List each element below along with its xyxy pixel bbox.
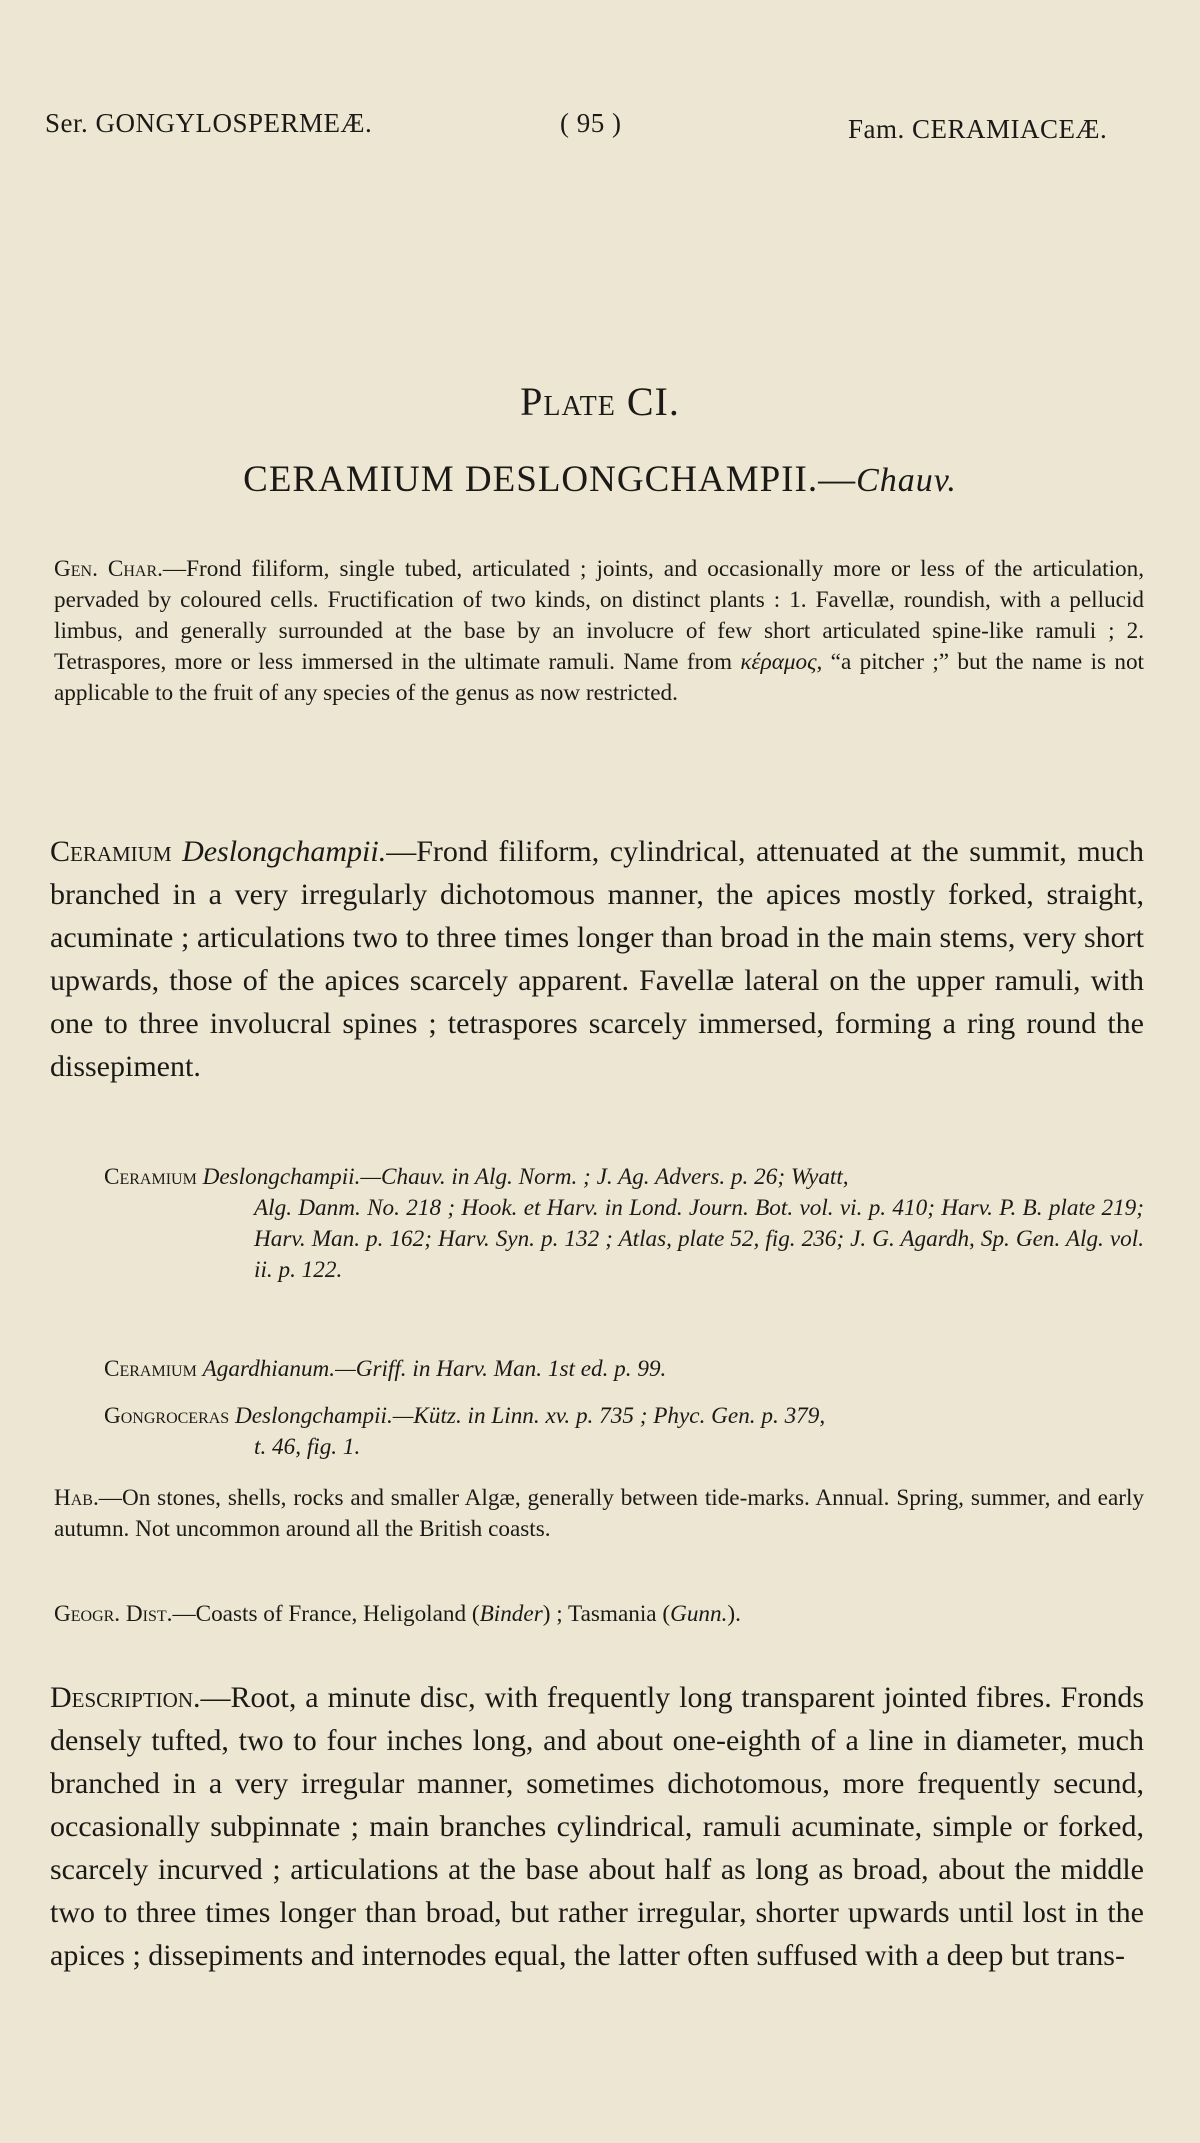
synonym-species: Deslongchampii.—Chauv.	[202, 1164, 446, 1190]
synonym-continuation: t. 46, fig. 1.	[254, 1434, 361, 1460]
synonym-species: Agardhianum.—Griff.	[202, 1356, 407, 1382]
synonym-species: Deslongchampii.—Kütz.	[235, 1403, 462, 1429]
synonym-genus: Ceramium	[104, 1356, 197, 1382]
synonym-reference: in Harv. Man. 1st ed. p. 99.	[412, 1356, 667, 1382]
species-name: CERAMIUM DESLONGCHAMPII.—	[243, 459, 857, 500]
description-label: Description.	[50, 1681, 201, 1714]
synonym-reference: in Alg. Norm. ; J. Ag. Advers. p. 26; Wyatt,	[451, 1164, 849, 1190]
generic-character	[54, 554, 1144, 709]
geo-authority-gunn: Gunn.	[670, 1601, 728, 1627]
habitat-paragraph	[54, 1483, 1144, 1545]
synonym-continuation: Alg. Danm. No. 218 ; Hook. et Harv. in Lond. Journ. Bot. vol. vi. p. 410; Harv. P. B. plate 219; Harv. Man. p. 162; Harv. Syn. p. 132 ; Atlas, plate 52, fig. 236; J. G. Agardh, Sp. Gen. Alg. vol. ii. p. 122.	[254, 1195, 1144, 1283]
synonym-first-line	[104, 1354, 1144, 1385]
gen-char-greek: κέραμος,	[740, 649, 823, 675]
species-diagnosis	[50, 830, 1144, 1088]
habitat-text: —On stones, shells, rocks and smaller Algæ, generally between tide-marks. Annual. Spring, summer, and early autumn. Not uncommon around all the British coasts.	[54, 1485, 1144, 1542]
synonym-reference: in Linn. xv. p. 735 ; Phyc. Gen. p. 379,	[467, 1403, 826, 1429]
geo-authority-binder: Binder	[479, 1601, 543, 1627]
synonym-first-line	[104, 1401, 1144, 1432]
running-header-series: Ser. GONGYLOSPERMEÆ.	[45, 108, 373, 138]
geo-label: Geogr. Dist.	[54, 1601, 173, 1627]
synonym-genus: Ceramium	[104, 1164, 197, 1190]
synonym-first-line	[104, 1162, 1144, 1193]
synonym-entry	[104, 1354, 1144, 1385]
species-author: Chauv.	[856, 462, 957, 499]
geographic-distribution: Geogr. Dist.—Coasts of France, Heligoland (Binder) ; Tasmania (Gunn.).	[54, 1601, 741, 1627]
gen-char-text-end: “a pitcher ;” but the name is not applicable to the fruit of any species of the genus as now restricted.	[54, 649, 1144, 706]
synonym-entry	[104, 1162, 1144, 1286]
diagnosis-genus: Ceramium	[50, 835, 172, 868]
page-number: ( 95 )	[560, 108, 622, 138]
description-text: —Root, a minute disc, with frequently long transparent jointed fibres. Fronds densely tufted, two to four inches long, and about one-eighth of a line in diameter, much branched in a very irregular manner, sometimes dichotomous, more frequently secund, occasionally subpinnate ; main branches cylindrical, ramuli acuminate, simple or forked, scarcely incurved ; articulations at the base about half as long as broad, about the middle two to three times longer than broad, but rather irregular, shorter upwards until lost in the apices ; dissepiments and internodes equal, the latter often suffused with a deep but trans-	[50, 1681, 1144, 1972]
gen-char-text: —Frond filiform, single tubed, articulated ; joints, and occasionally more or less of the articulation, pervaded by coloured cells. Fructification of two kinds, on distinct plants : 1. Favellæ, roundish, with a pellucid limbus, and generally surrounded at the base by an involucre of few short articulated spine-like ramuli ; 2. Tetraspores, more or less immersed in the ultimate ramuli. Name from	[54, 556, 1144, 675]
synonym-genus: Gongroceras	[104, 1403, 230, 1429]
running-header-family: Fam. CERAMIACEÆ.	[848, 114, 1108, 144]
habitat-label: Hab.	[54, 1485, 99, 1511]
description-paragraph	[50, 1676, 1144, 1977]
gen-char-label: Gen. Char.	[54, 556, 163, 582]
synonym-entry	[104, 1401, 1144, 1463]
species-title	[0, 458, 1200, 501]
diagnosis-species: Deslongchampii.	[182, 835, 387, 868]
diagnosis-text: —Frond filiform, cylindrical, attenuated at the summit, much branched in a very irregularly dichotomous manner, the apices mostly forked, straight, acuminate ; articulations two to three times longer than broad in the main stems, very short upwards, those of the apices scarcely apparent. Favellæ lateral on the upper ramuli, with one to three involucral spines ; tetraspores scarcely immersed, forming a ring round the dissepiment.	[50, 835, 1144, 1083]
plate-title: Plate CI.	[520, 379, 680, 424]
